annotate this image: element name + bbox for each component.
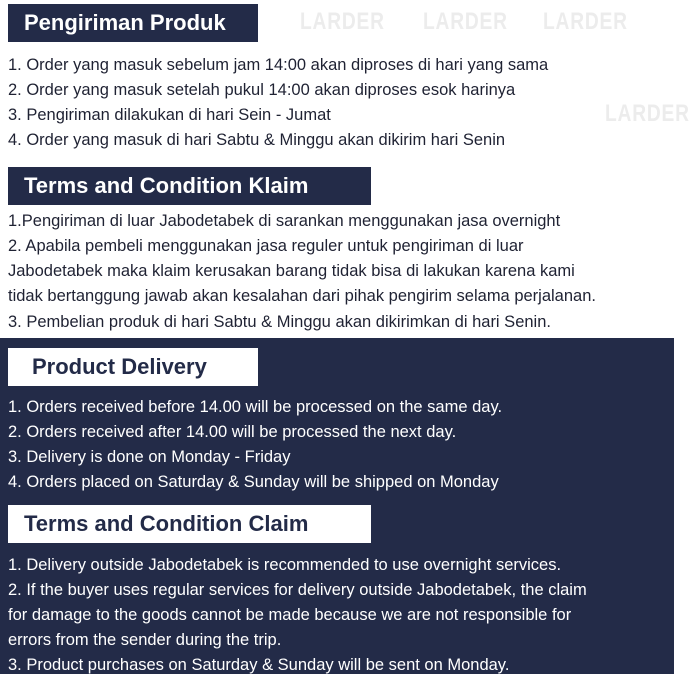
watermark: LARDER <box>605 100 690 127</box>
list-item: 3. Pengiriman dilakukan di hari Sein - Jumat <box>8 106 331 124</box>
watermark: LARDER <box>300 8 385 35</box>
list-item: 3. Delivery is done on Monday - Friday <box>8 448 291 466</box>
list-item: Jabodetabek maka klaim kerusakan barang tidak bisa di lakukan karena kami <box>8 262 575 280</box>
list-item: tidak bertanggung jawab akan kesalahan dari pihak pengirim selama perjalanan. <box>8 287 596 305</box>
list-item: 2. If the buyer uses regular services for delivery outside Jabodetabek, the claim <box>8 581 587 599</box>
section-title-claim: Terms and Condition Claim <box>8 505 371 543</box>
list-item: errors from the sender during the trip. <box>8 631 282 649</box>
list-item: 1.Pengiriman di luar Jabodetabek di sarankan menggunakan jasa overnight <box>8 212 561 230</box>
watermark: LARDER <box>423 8 508 35</box>
list-item: 1. Orders received before 14.00 will be processed on the same day. <box>8 398 503 416</box>
section-title-product-delivery: Product Delivery <box>8 348 258 386</box>
section-title-pengiriman: Pengiriman Produk <box>8 4 258 42</box>
list-item: 2. Order yang masuk setelah pukul 14:00 akan diproses esok harinya <box>8 81 516 99</box>
section-title-klaim: Terms and Condition Klaim <box>8 167 371 205</box>
list-item: 3. Pembelian produk di hari Sabtu & Minggu akan dikirimkan di hari Senin. <box>8 313 551 331</box>
list-item: 4. Order yang masuk di hari Sabtu & Minggu akan dikirim hari Senin <box>8 131 506 149</box>
list-item: 3. Product purchases on Saturday & Sunday will be sent on Monday. <box>8 656 510 674</box>
english-section <box>0 338 674 674</box>
list-item: 1. Order yang masuk sebelum jam 14:00 akan diproses di hari yang sama <box>8 56 549 74</box>
list-item: 4. Orders placed on Saturday & Sunday will be shipped on Monday <box>8 473 499 491</box>
list-item: 2. Apabila pembeli menggunakan jasa reguler untuk pengiriman di luar <box>8 237 524 255</box>
list-item: 2. Orders received after 14.00 will be processed the next day. <box>8 423 457 441</box>
watermark: LARDER <box>543 8 628 35</box>
list-item: 1. Delivery outside Jabodetabek is recommended to use overnight services. <box>8 556 562 574</box>
list-item: for damage to the goods cannot be made because we are not responsible for <box>8 606 572 624</box>
